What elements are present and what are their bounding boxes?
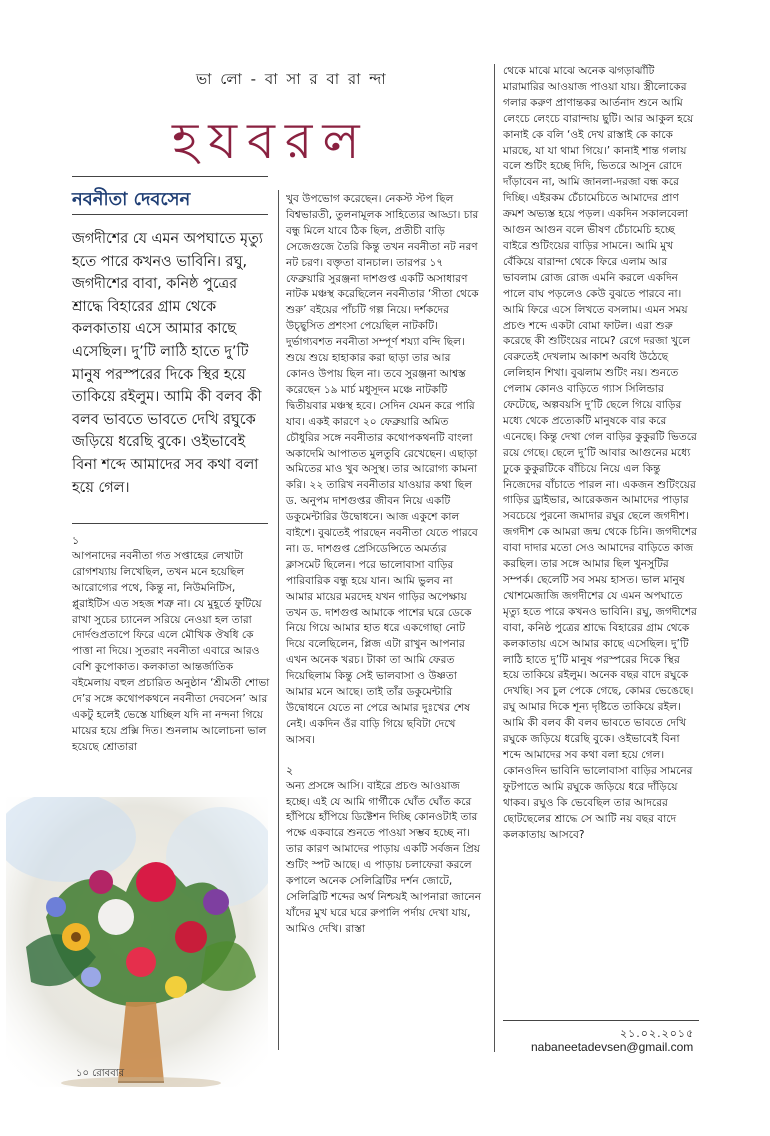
author-divider <box>72 214 268 215</box>
article-column-2 <box>286 192 482 938</box>
author-email[interactable]: nabaneetadevsen@gmail.com <box>531 1040 694 1054</box>
article-column-3 <box>503 64 699 843</box>
intro-text: জগদীশের যে এমন অপঘাতে মৃত্যু হতে পারে কখনও ভাবিনি। রঘু, জগদীশের বাবা, কনিষ্ঠ পুত্রের শ্রাদ্ধে বিহারের গ্রাম থেকে কলকাতায় এসে আমার কাছে এসেছিল। দু’টি লাঠি হাতে দু’টি মানুষ পরস্পরের দিকে স্থির হয়ে তাকিয়ে রইলুম। আমি কী বলব কী বলব ভাবতে ভাবতে দেখি রঘুকে জড়িয়ে ধরেছি বুকে। ওইভাবেই বিনা শব্দে আমাদের সব কথা বলা হয়ে গেল। <box>72 231 263 496</box>
page-title: হযবরল <box>172 112 370 170</box>
intro-pullquote <box>72 228 268 499</box>
article-column-1 <box>72 533 272 756</box>
column-divider <box>278 190 279 1050</box>
section-number: ২ <box>286 763 294 777</box>
flower-vase-watercolor <box>6 797 268 1087</box>
paragraph: আপনাদের নবনীতা গত সপ্তাহের লেখাটা রোগশয্যায় লিখেছিল, তখন মনে হয়েছিল আরোগ্যের পথে, কিন্তু না, নিউমনিটিস, প্লুরাইটিস এত সহজ শত্রু না। যে মুহূর্তে ফুটিয়ে রাখা সুচের চ্যানেল সরিয়ে নেওয়া হল তারা দোর্দণ্ডপ্রতাপে ফিরে এলে মৌখিক ঔষধি কে পাত্তা না দিয়ে। সুতরাং নবনীতা এবারে আরও বেশি কুপোকাত। কলকাতা আন্তর্জাতিক বইমেলায় বহুল প্রচারিত অনুষ্ঠান ‘শ্রীমতী শোভা দে’র সঙ্গে কথোপকথনে নবনীতা দেবসেন’ আর একটু হলেই ভেস্তে যাচ্ছিল যদি না নন্দনা গিয়ে মায়ের হয়ে প্রক্সি দিত। শুনলাম আলোচনা ভাল হয়েছে শ্রোতারা <box>72 549 270 753</box>
column-divider <box>494 64 495 1052</box>
paragraph: অন্য প্রসঙ্গে আসি। বাইরে প্রচণ্ড আওয়াজ হচ্ছে। এই যে আমি গার্গীকে ঘোঁত ঘোঁত করে হাঁপিয়ে হাঁপিয়ে ডিক্টেশন দিচ্ছি কোনওটাই তার পক্ষে একবারে শুনতে পাওয়া সম্ভব হচ্ছে না। তার কারণ আমাদের পাড়ায় একটি সর্বজন প্রিয় শুটিং স্পট আছে। এ পাড়ায় চলাফেরা করলে কপালে অনেক সেলিব্রিটির দর্শন জোটে, সেলিব্রিটি শব্দের অর্থ নিশ্চয়ই আপনারা জানেন যাঁদের মুখ ঘরে ঘরে রুপালি পর্দায় দেখা যায়, আমিও দেখি। রাস্তা <box>286 779 482 935</box>
signoff-divider <box>503 1020 699 1021</box>
title-underline <box>72 176 268 177</box>
author-name: নবনীতা দেবসেন <box>72 189 191 210</box>
paragraph: থেকে মাঝে মাঝে অনেক ঝগড়াঝাঁটি মারামারির আওয়াজ পাওয়া যায়। স্ত্রীলোকের গলার করুণ প্রাণান্তকর আর্তনাদ শুনে আমি লেংচে লেংচে বারান্দায় ছুটি। আর আকুল হয়ে কানাই কে বলি ‘ওই দেখ রাস্তাই কে কাকে মারছে, যা যা থামা গিয়ে।’ কানাই শান্ত গলায় বলে শুটিং হচ্ছে দিদি, ভিতরে আসুন রোদে দাঁড়াবেন না, আমি জানলা-দরজা বন্ধ করে দিচ্ছি। এইরকম চেঁচামেচিতে আমাদের প্রাণ ক্রমশ অভ্যস্ত হয়ে পড়ল। একদিন সকালবেলা আগুন আগুন বলে ভীষণ চেঁচামেচি হচ্ছে বাইরে শুটিংয়ের বাড়ির সামনে। আমি মুখ বেঁকিয়ে বারান্দা থেকে ফিরে এলাম আর ভাবলাম রোজ রোজ এমনি করলে একদিন পালে বাঘ পড়লেও কেউ বুঝতে পারবে না। আমি ফিরে এসে লিখতে বসলাম। এমন সময় প্রচণ্ড শব্দে একটা বোমা ফাটল। এরা শুরু করেছে কী শুটিংয়ের নামে? রেগে দরজা খুলে বেরুতেই দেখলাম আকাশ অবধি উঠেছে লেলিহান শিখা। বুঝলাম শুটিং নয়। শুনতে পেলাম কোনও বাড়িতে গ্যাস সিলিন্ডার ফেটেছে, অল্পবয়সি দু’টি ছেলে গিয়ে বাড়ির মধ্যে থেকে প্রত্যেকটি মানুষকে বার করে এনেছে। কিন্তু দেখা গেল বাড়ির কুকুরটি ভিতরে রয়ে গেছে। ছেলে দু’টি আবার আগুনের মধ্যে ঢুকে কুকুরটিকে বাঁচিয়ে নিয়ে এল কিন্তু নিজেদের বাঁচাতে পারল না। একজন শুটিংয়ের গাড়ির ড্রাইভার, আরেকজন আমাদের পাড়ার সবচেয়ে পুরনো জমাদার রঘুর ছেলে জগদীশ। জগদীশ কে আমরা জন্ম থেকে চিনি। জগদীশের বাবা দাদার মতো সেও আমাদের বাড়িতে কাজ করছিল। তার সঙ্গে আমার ছিল খুনসুটির সম্পর্ক। ছেলেটি সব সময় হাসত। ভাল মানুষ খোশমেজাজি জগদীশের যে এমন অপঘাতে মৃত্যু হতে পারে কখনও ভাবিনি। রঘু, জগদীশের বাবা, কনিষ্ঠ পুত্রের শ্রাদ্ধে বিহারের গ্রাম থেকে কলকাতায় এসে আমার কাছে এসেছিল। দু’টি লাঠি হাতে দু’টি মানুষ পরস্পরের দিকে স্থির হয়ে তাকিয়ে রইলুম। অনেক বছর বাদে রঘুকে দেখছি। সব চুল পেকে গেছে, কোমর ভেঙেছে। রঘু আমার দিকে শূন্য দৃষ্টিতে তাকিয়ে রইল। আমি কী বলব কী বলব ভাবতে ভাবতে দেখি রঘুকে জড়িয়ে ধরেছি বুকে। ওইভাবেই বিনা শব্দে আমাদের সব কথা বলা হয়ে গেল। কোনওদিন ভাবিনি ভালোবাসা বাড়ির সামনের ফুটপাতে আমি রঘুকে জড়িয়ে ধরে দাঁড়িয়ে থাকব। রঘুও কি ভেবেছিল তার আদরের ছোটছেলের শ্রাদ্ধে সে আটি নয় বছর বাদে কলকাতায় আসবে? <box>503 65 697 841</box>
publication-date: ২১.০২.২০১৫ <box>620 1027 695 1040</box>
column-kicker: ভা লো - বা সা র বা রা ন্দা <box>196 70 388 88</box>
page-footer: ১০ রোববার <box>76 1068 125 1079</box>
section-number: ১ <box>72 534 80 547</box>
intro-divider <box>72 523 268 524</box>
paragraph: খুব উপভোগ করেছেন। নেকস্ট স্টপ ছিল বিশ্বভারতী, তুলনামূলক সাহিত্যের আড্ডা। চার বন্ধু মিলে যাবে ঠিক ছিল, প্রতীচী বাড়ি সেজেগুজে তৈরি কিন্তু তখন নবনীতা নট নরণ নট চরণ। বক্তৃতা বানচাল। তারপর ১৭ ফেব্রুয়ারি সুরঞ্জনা দাশগুপ্ত একটি অসাধারণ নাটক মঞ্চস্থ করেছিলেন নবনীতার ‘সীতা থেকে শুরু’ বইয়ের পাঁচটি গল্প নিয়ে। দর্শকদের উচ্ছ্বসিত প্রশংসা পেয়েছিল নাটকটি। দুর্ভাগ্যবশত নবনীতা সম্পূর্ণ শয্যা বন্দি ছিল। শুয়ে শুয়ে হাহাকার করা ছাড়া তার আর কোনও উপায় ছিল না। তবে সুরঞ্জনা আশ্বস্ত করেছেন ১৯ মার্চ মধুসূদন মঞ্চে নাটকটি দ্বিতীয়বার মঞ্চস্থ হবে। সেদিন যেমন করে পারি যাব। একই কারণে ২০ ফেব্রুয়ারি অমিত চৌধুরির সঙ্গে নবনীতার কথোপকথনটি বাংলা অকাদেমি আপাতত মুলতুবি রেখেছেন। এছাড়া অমিতের মাও খুব অসুস্থ। তার আরোগ্য কামনা করি। ২২ তারিখ নবনীতার যাওয়ার কথা ছিল ড. অনুপম দাশগুপ্তর জীবন নিয়ে একটি ডকুমেন্টারির উদ্বোধনে। আজ একুশে কাল বাইশে। বুঝতেই পারছেন নবনীতা যেতে পারবে না। ড. দাশগুপ্ত প্রেসিডেন্সিতে অমর্ত্যর ক্লাসমেট ছিলেন। পরে ভালোবাসা বাড়ির পারিবারিক বন্ধু হয়ে যান। আমি ভুলব না আমার মায়ের মরদেহ যখন গাড়ির অপেক্ষায় তখন ড. দাশগুপ্ত আমাকে পাশের ঘরে ডেকে নিয়ে গিয়ে আমার হাত ধরে একগোছা নোট দিয়ে বলেছিলেন, প্লিজ এটা রাখুন আপনার এখন অনেক খরচ। টাকা তা আমি ফেরত দিয়েছিলাম কিন্তু সেই ভালবাসা ও উষ্ণতা আমার মনে আছে। তাই তাঁর ডকুমেন্টারি উদ্বোধনে যেতে না পেরে আমার দুঃখের শেষ নেই। একদিন ওঁর বাড়ি গিয়ে ছবিটা দেখে আসব। <box>286 193 479 746</box>
